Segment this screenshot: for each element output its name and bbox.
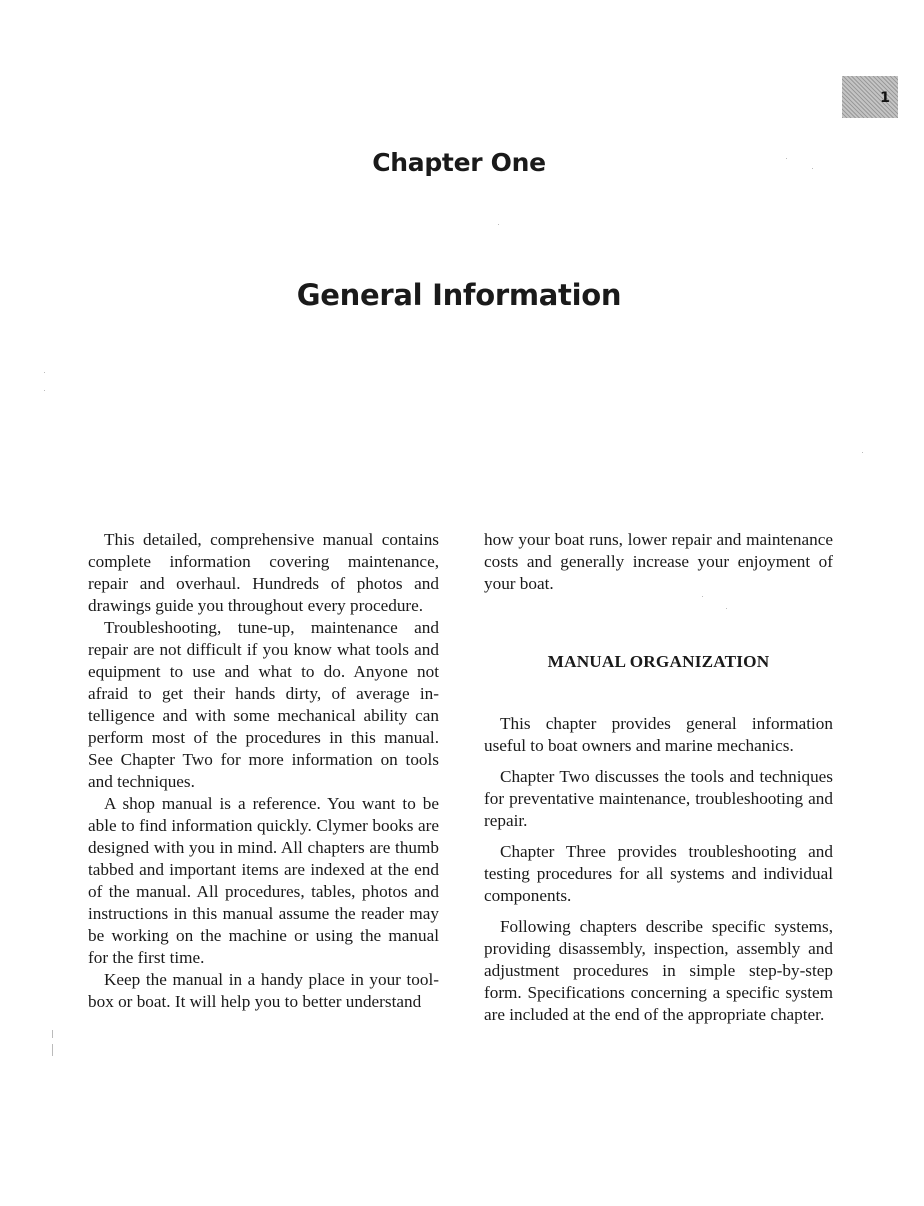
chapter-label: Chapter One (372, 148, 546, 177)
scan-speck (44, 372, 45, 373)
troubleshooting-paragraph: Troubleshooting, tune-up, maintenance and repair are not difficult if you know what tools and equipment to use and what to do. Anyone not afraid to get their hands dirty, of average intelligence and with some mechanical ability can perform most of the procedures in this manual. See Chapter Two for more information on tools and techniques. (88, 618, 439, 791)
handy-place-paragraph: Keep the manual in a handy place in your toolbox or boat. It will help you to better understand (88, 970, 439, 1011)
scan-speck (726, 608, 727, 609)
page-title: General Information (296, 278, 622, 312)
scan-speck (702, 596, 703, 597)
continuation-paragraph: how your boat runs, lower repair and maintenance costs and generally increase your enjoyment of your boat. (484, 530, 833, 593)
right-column (484, 529, 833, 1026)
left-column (88, 529, 439, 1013)
intro-paragraph: This detailed, comprehensive manual contains complete information covering maintenance, repair and overhaul. Hundreds of photos and drawings guide you throughout every procedure. (88, 530, 439, 615)
chapter-thumb-tab (842, 76, 898, 118)
scan-speck (52, 1030, 53, 1038)
organization-paragraph-3: Chapter Three provides troubleshooting and testing procedures for all systems and individual components. (484, 842, 833, 905)
scan-speck (786, 158, 787, 159)
scan-speck (498, 224, 499, 225)
scan-speck (812, 168, 813, 169)
organization-paragraph-2: Chapter Two discusses the tools and techniques for preventative maintenance, troubleshooting and repair. (484, 767, 833, 830)
section-heading: MANUAL ORGANIZATION (547, 652, 770, 671)
organization-paragraph-1: This chapter provides general information useful to boat owners and marine mechanics. (484, 714, 833, 755)
organization-paragraph-4: Following chapters describe specific systems, providing disassembly, inspection, assembly and adjustment procedures in simple step-by-step form. Specifications concerning a specific system are included at the end of the appropriate chapter. (484, 917, 833, 1024)
scan-speck (44, 390, 45, 391)
reference-paragraph: A shop manual is a reference. You want to be able to find information quickly. Clymer books are designed with you in mind. All chapters are thumb tabbed and important items are indexed at the end of the manual. All procedures, tables, photos and instructions in this manual assume the reader may be working on the machine or using the manual for the first time. (88, 794, 439, 967)
scan-speck (52, 1044, 53, 1056)
scan-speck (862, 452, 863, 453)
thumb-tab-label: 1 (880, 90, 890, 106)
